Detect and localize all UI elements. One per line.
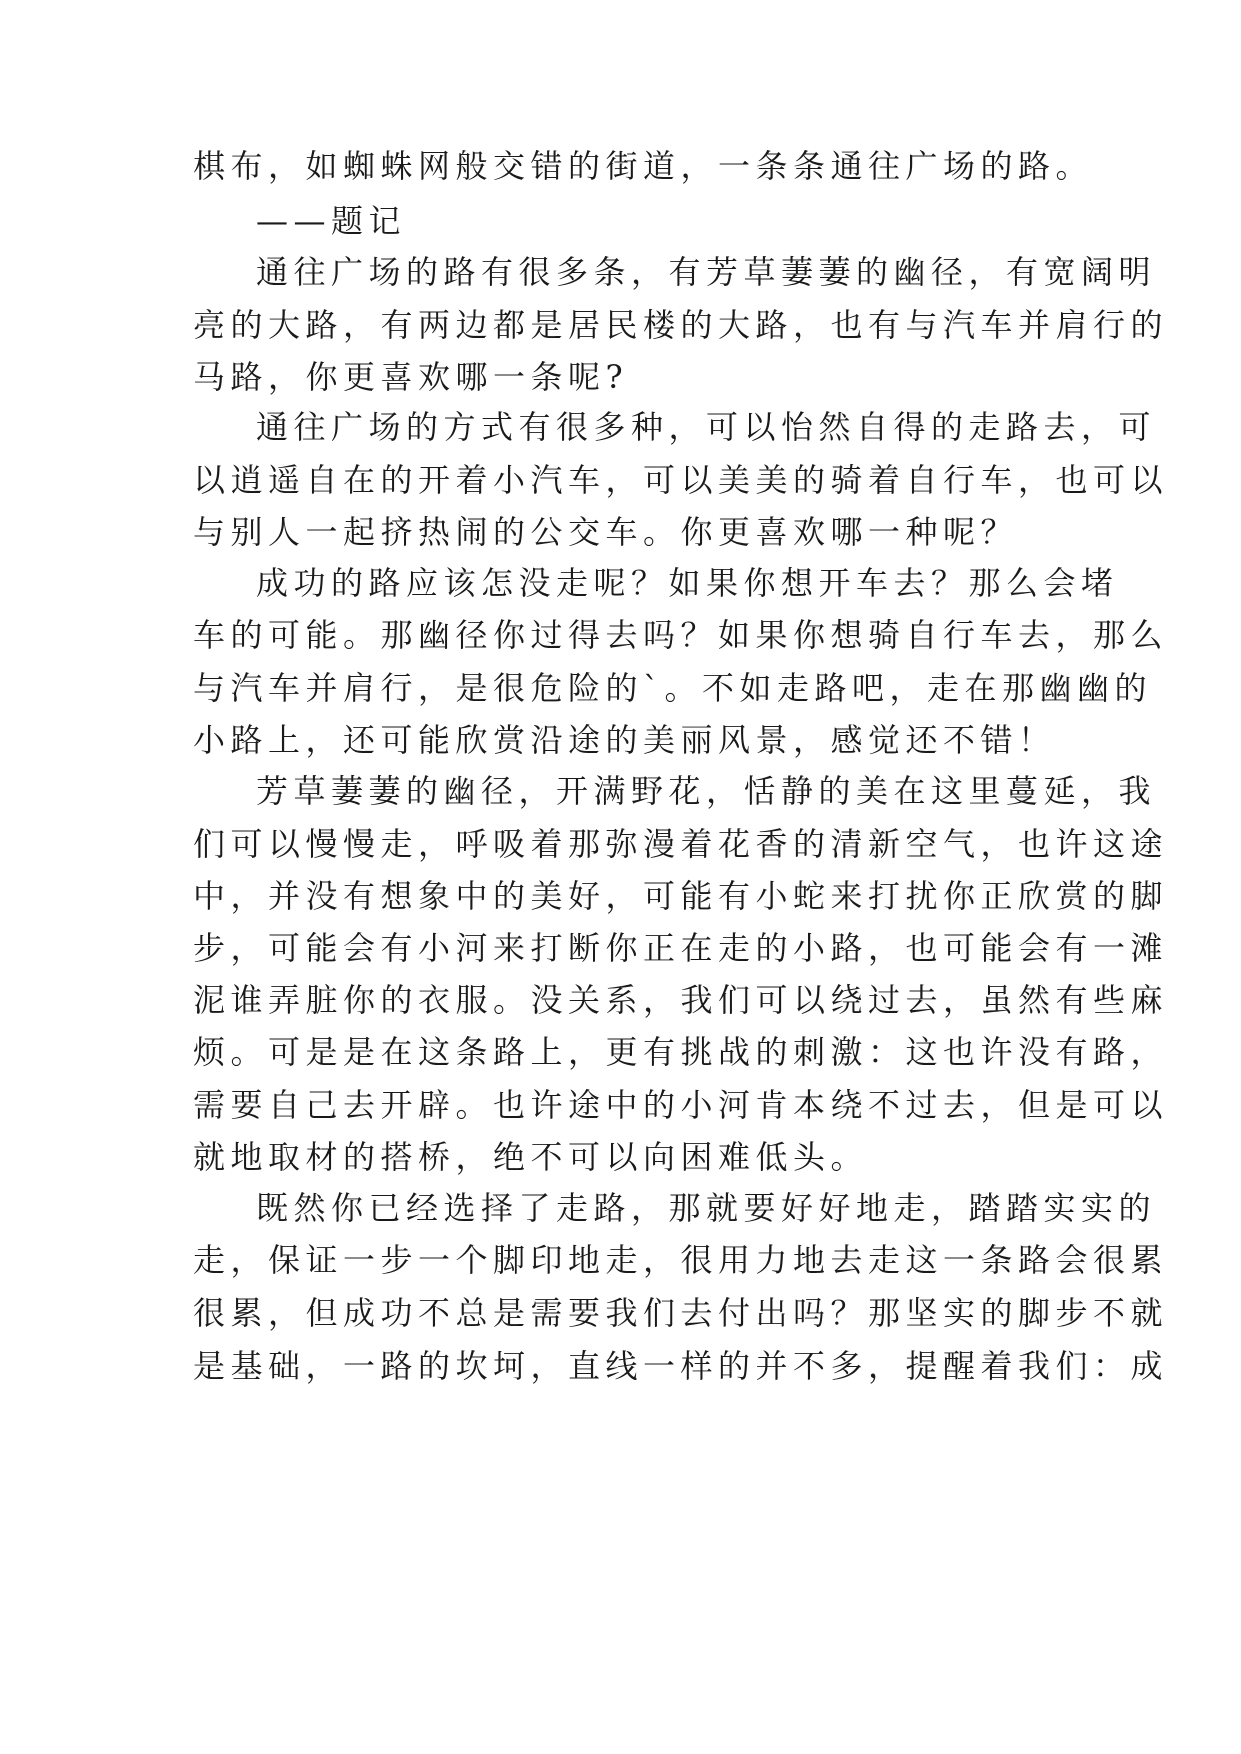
text-line: 们可以慢慢走，呼吸着那弥漫着花香的清新空气，也许这途 [193, 825, 1169, 863]
text-line: 与汽车并肩行，是很危险的`。不如走路吧，走在那幽幽的 [193, 669, 1153, 707]
text-line: 芳草萋萋的幽径，开满野花，恬静的美在这里蔓延，我 [256, 772, 1157, 810]
text-line: 小路上，还可能欣赏沿途的美丽风景，感觉还不错！ [193, 721, 1056, 759]
text-line: 亮的大路，有两边都是居民楼的大路，也有与汽车并肩行的 [193, 306, 1169, 344]
text-line: 马路，你更喜欢哪一条呢? [193, 358, 629, 396]
text-line: 是基础，一路的坎坷，直线一样的并不多，提醒着我们：成 [193, 1347, 1169, 1385]
text-line: 就地取材的搭桥，绝不可以向困难低头。 [193, 1138, 869, 1176]
text-line: 烦。可是是在这条路上，更有挑战的刺激：这也许没有路， [193, 1033, 1169, 1071]
text-line: 泥谁弄脏你的衣服。没关系，我们可以绕过去，虽然有些麻 [193, 981, 1169, 1019]
text-line: 车的可能。那幽径你过得去吗？如果你想骑自行车去，那么 [193, 616, 1169, 654]
text-line: 通往广场的方式有很多种，可以怡然自得的走路去，可 [256, 408, 1157, 446]
text-line: 通往广场的路有很多条，有芳草萋萋的幽径，有宽阔明 [256, 253, 1157, 291]
epigraph-attribution: ——题记 [256, 202, 407, 240]
text-line: 成功的路应该怎没走呢？如果你想开车去？那么会堵 [256, 564, 1119, 602]
text-line: 与别人一起挤热闹的公交车。你更喜欢哪一种呢？ [193, 513, 1019, 551]
text-line: 以逍遥自在的开着小汽车，可以美美的骑着自行车，也可以 [193, 461, 1169, 499]
text-line: 既然你已经选择了走路，那就要好好地走，踏踏实实的 [256, 1189, 1157, 1227]
text-line: 步，可能会有小河来打断你正在走的小路，也可能会有一滩 [193, 929, 1169, 967]
text-line: 中，并没有想象中的美好，可能有小蛇来打扰你正欣赏的脚 [193, 877, 1169, 915]
text-line: 需要自己去开辟。也许途中的小河肯本绕不过去，但是可以 [193, 1086, 1169, 1124]
text-line: 走，保证一步一个脚印地走，很用力地去走这一条路会很累 [193, 1241, 1169, 1279]
text-line: 很累，但成功不总是需要我们去付出吗？那坚实的脚步不就 [193, 1294, 1169, 1332]
text-line: 棋布，如蜘蛛网般交错的街道，一条条通往广场的路。 [193, 147, 1094, 185]
